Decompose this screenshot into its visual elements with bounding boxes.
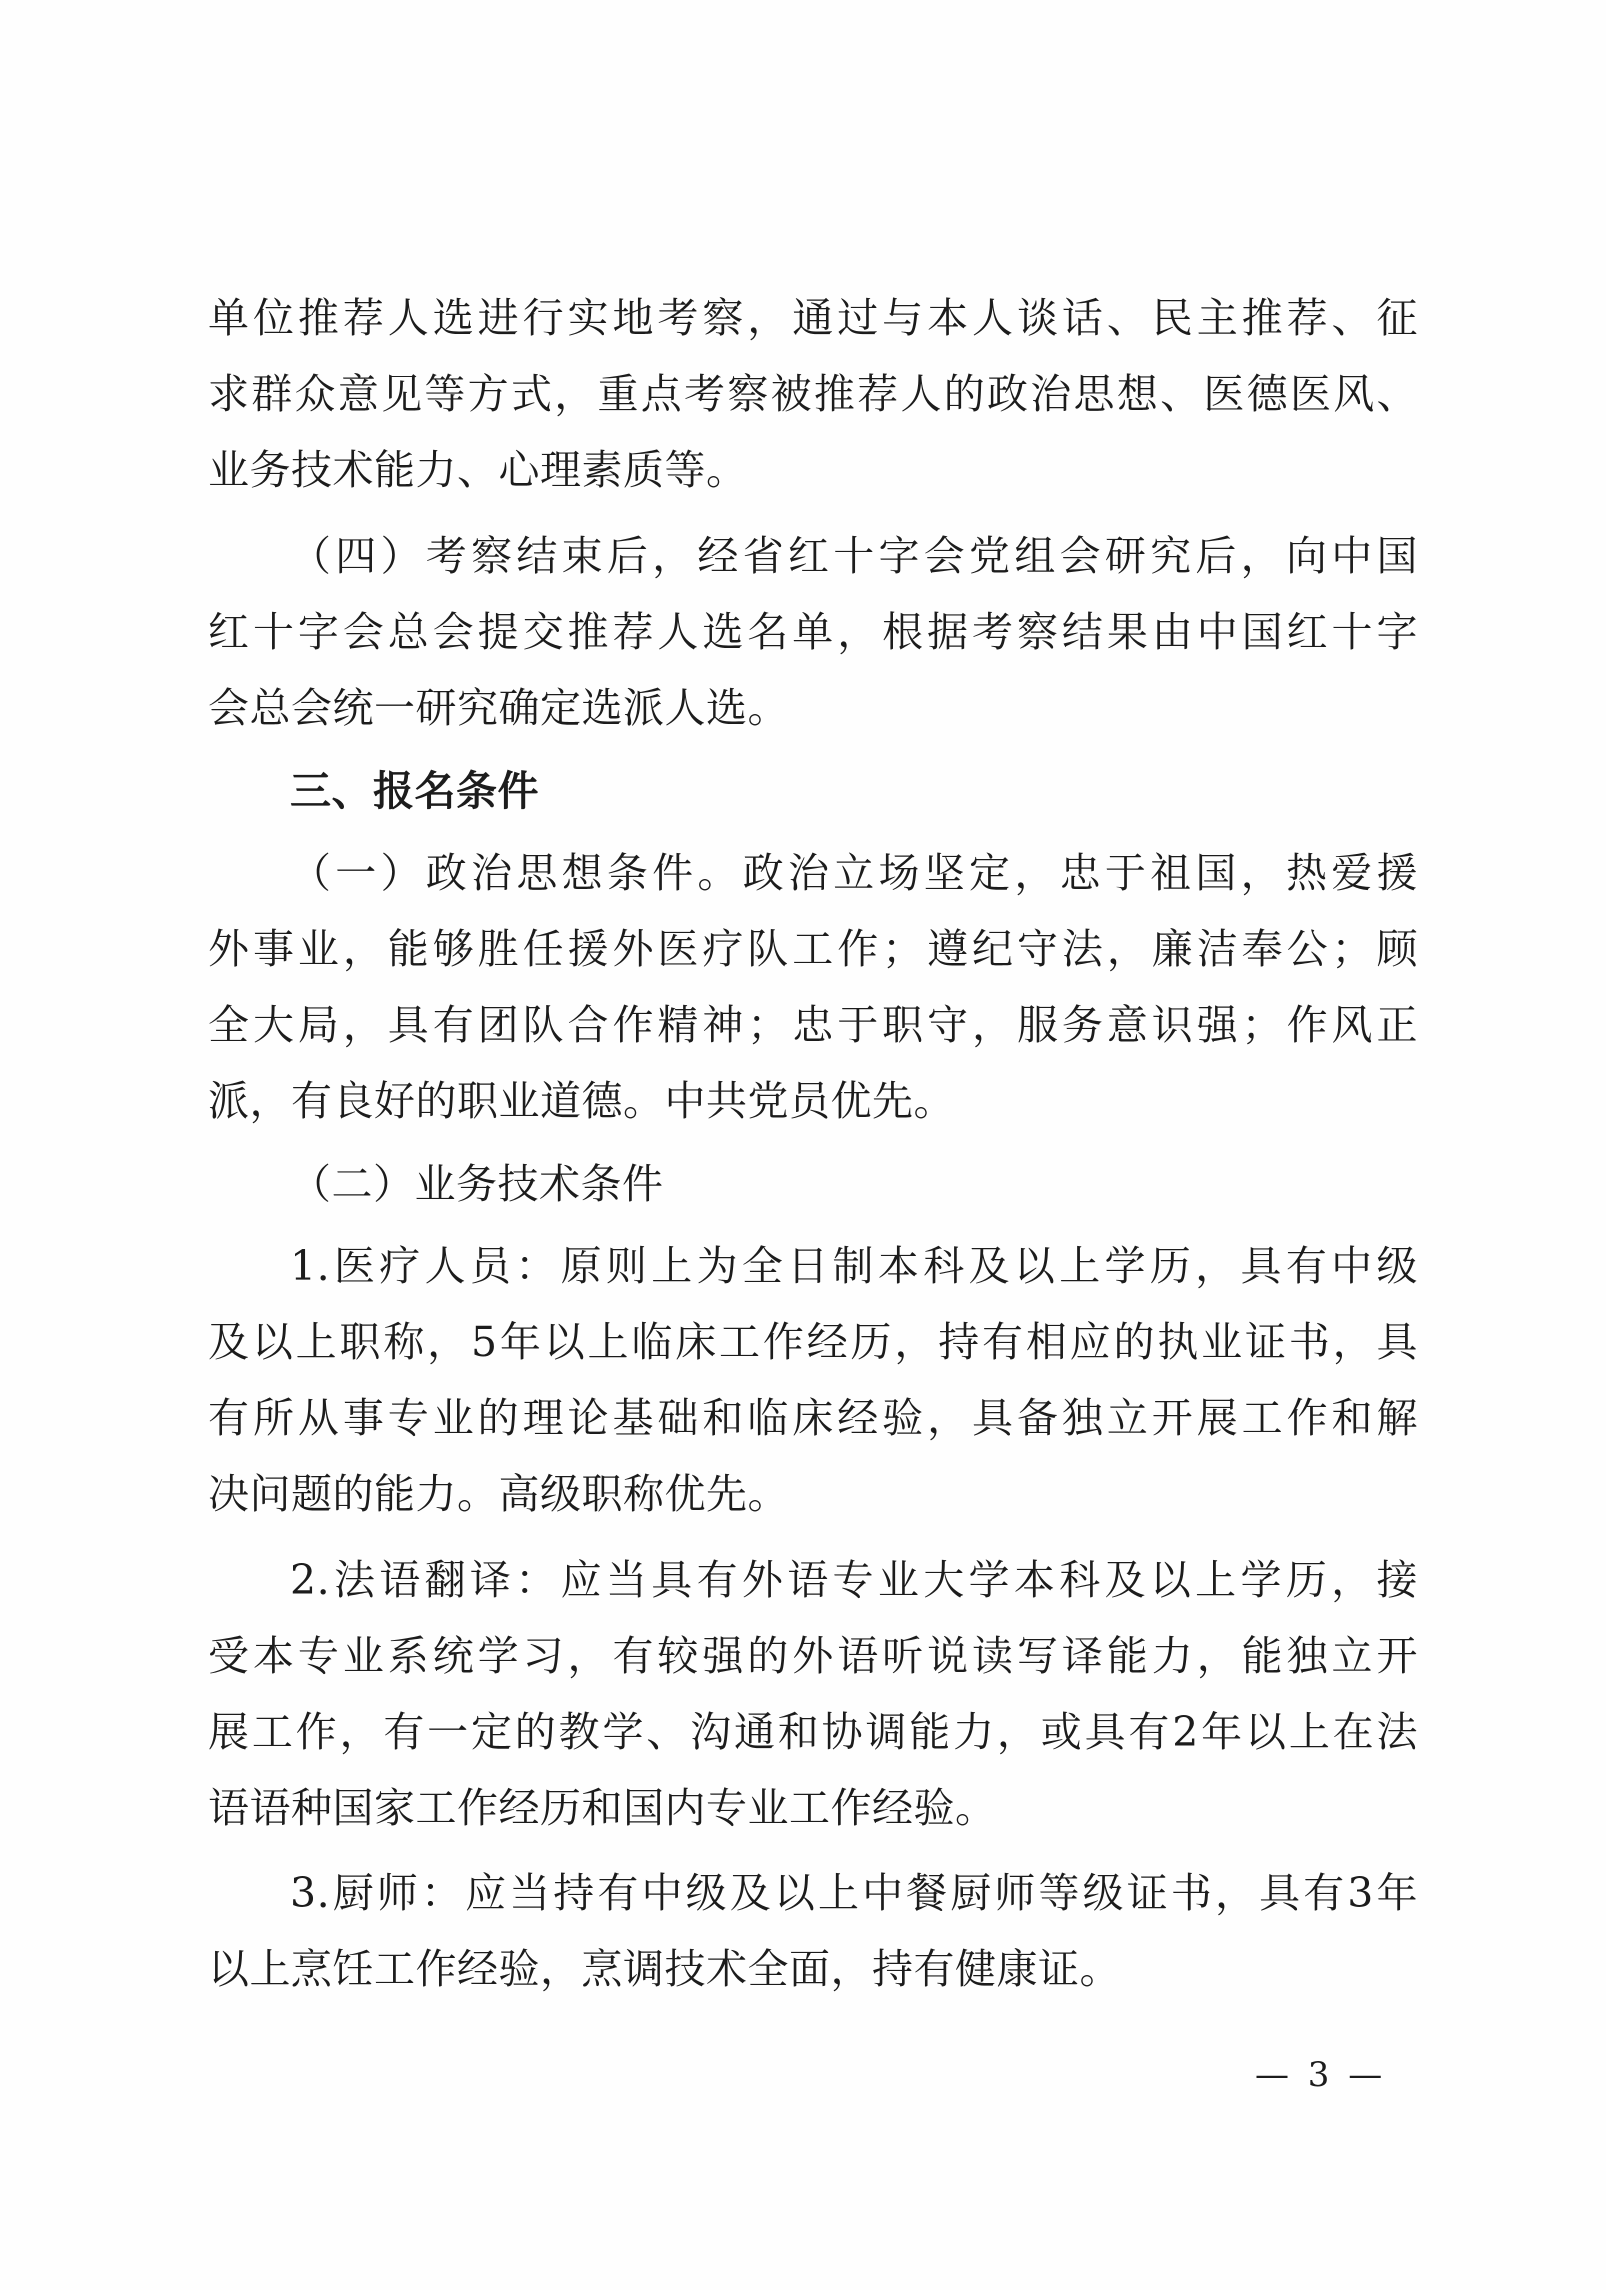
paragraph-line: 以上烹饪工作经验，烹调技术全面，持有健康证。 [208,1945,1121,1993]
paragraph-line: 受本专业系统学习，有较强的外语听说读写译能力，能独立开 [208,1632,1418,1680]
paragraph-line: （一）政治思想条件。政治立场坚定，忠于祖国，热爱援 [290,849,1418,897]
paragraph-line: （四）考察结束后，经省红十字会党组会研究后，向中国 [290,532,1418,580]
paragraph-line: 业务技术能力、心理素质等。 [208,446,748,494]
paragraph-line: 有所从事专业的理论基础和临床经验，具备独立开展工作和解 [208,1394,1418,1442]
page-number: — 3 — [1255,2055,1387,2095]
paragraph-line: 及以上职称，5年以上临床工作经历，持有相应的执业证书，具 [208,1318,1418,1366]
paragraph-line: 会总会统一研究确定选派人选。 [208,684,789,732]
paragraph-line: 派，有良好的职业道德。中共党员优先。 [208,1077,955,1125]
paragraph-line: 1.医疗人员：原则上为全日制本科及以上学历，具有中级 [290,1242,1418,1290]
paragraph-line: 全大局，具有团队合作精神；忠于职守，服务意识强；作风正 [208,1001,1418,1049]
sub-heading: （二）业务技术条件 [290,1160,664,1208]
paragraph-line: 3.厨师：应当持有中级及以上中餐厨师等级证书，具有3年 [290,1869,1418,1917]
paragraph-line: 2.法语翻译：应当具有外语专业大学本科及以上学历，接 [290,1556,1418,1604]
paragraph-line: 红十字会总会提交推荐人选名单，根据考察结果由中国红十字 [208,608,1418,656]
paragraph-line: 展工作，有一定的教学、沟通和协调能力，或具有2年以上在法 [208,1708,1418,1756]
paragraph-line: 求群众意见等方式，重点考察被推荐人的政治思想、医德医风、 [208,370,1418,418]
paragraph-line: 语语种国家工作经历和国内专业工作经验。 [208,1784,997,1832]
paragraph-line: 单位推荐人选进行实地考察，通过与本人谈话、民主推荐、征 [208,294,1418,342]
paragraph-line: 决问题的能力。高级职称优先。 [208,1470,789,1518]
paragraph-line: 外事业，能够胜任援外医疗队工作；遵纪守法，廉洁奉公；顾 [208,925,1418,973]
section-heading: 三、报名条件 [290,767,539,815]
